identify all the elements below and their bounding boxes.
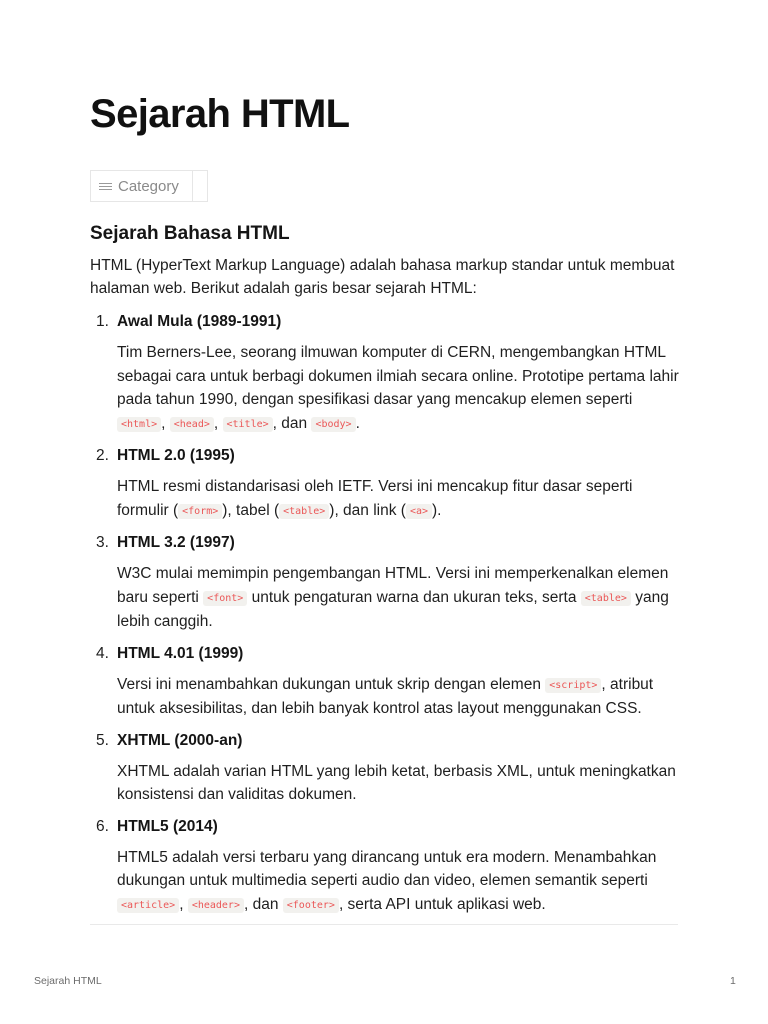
body-text: ). [432,501,442,519]
body-text: , atribut untuk aksesibilitas, dan lebih banyak kontrol atas layout menggunakan CSS. [117,675,654,717]
list-item [90,642,680,721]
inline-code: <body> [311,417,355,432]
item-title: HTML 4.01 (1999) [117,644,244,662]
body-text: Tim Berners-Lee, seorang ilmuwan komputer di CERN, mengembangkan HTML sebagai cara untuk berbagi dokumen ilmiah secara online. Prototipe pertama lahir pada tahun 1990, dengan spesifikasi dasar yang mencakup elemen seperti [117,344,679,408]
inline-code: <head> [170,417,214,432]
body-text: , [161,414,170,432]
item-body [117,760,680,807]
inline-code: <header> [188,898,244,913]
list-item [90,444,680,523]
page-number: 1 [730,975,736,987]
body-text: HTML5 adalah versi terbaru yang dirancang untuk era modern. Menambahkan dukungan untuk multimedia seperti audio dan video, elemen semantik seperti [117,848,657,889]
item-title: HTML5 (2014) [117,817,218,835]
inline-code: <script> [545,678,601,693]
inline-code: <title> [223,417,273,432]
section-heading: Sejarah Bahasa HTML [90,223,290,244]
body-text: untuk pengaturan warna dan ukuran teks, serta [247,588,581,606]
property-name[interactable] [91,171,193,201]
inline-code: <table> [581,591,631,606]
item-body [117,341,680,436]
body-text: , serta API untuk aplikasi web. [338,895,546,913]
property-label: Category [118,177,179,195]
body-text: , [213,414,223,432]
item-body [117,846,680,918]
body-text: XHTML adalah varian HTML yang lebih ketat, berbasis XML, untuk meningkatkan konsistensi dan validitas dokumen. [117,762,676,803]
item-body [117,475,680,523]
item-number: 2. [96,447,109,464]
item-title: HTML 3.2 (1997) [117,534,235,551]
item-title: HTML 2.0 (1995) [117,447,235,464]
intro-paragraph: HTML (HyperText Markup Language) adalah bahasa markup standar untuk membuat halaman web. Berikut adalah garis besar sejarah HTML: [90,257,675,297]
body-text: ), dan link ( [329,501,406,519]
history-list [90,310,680,925]
inline-code: <article> [117,898,179,913]
divider [90,924,678,925]
body-text: , dan [243,895,283,913]
item-number: 3. [96,534,109,551]
item-body [117,673,680,721]
body-text: W3C mulai memimpin pengembangan HTML. Versi ini memperkenalkan elemen baru seperti [117,565,669,606]
item-number: 5. [96,731,109,749]
footer-title: Sejarah HTML [34,975,102,987]
item-number: 1. [96,313,109,330]
item-number: 6. [96,817,109,835]
item-title: Awal Mula (1989-1991) [117,313,282,330]
property-value[interactable] [193,171,207,201]
body-text: ), tabel ( [222,501,280,519]
inline-code: <html> [117,417,161,432]
list-item [90,729,680,807]
list-item [90,815,680,918]
inline-code: <footer> [283,898,339,913]
item-number: 4. [96,644,109,662]
item-title: XHTML (2000-an) [117,731,243,749]
inline-code: <table> [279,504,329,519]
body-text: . [355,414,360,432]
page-title: Sejarah HTML [90,92,350,136]
inline-code: <a> [406,504,432,519]
body-text: , dan [272,414,312,432]
body-text: , [179,895,188,913]
inline-code: <form> [178,504,222,519]
list-item [90,531,680,634]
body-text: HTML resmi distandarisasi oleh IETF. Versi ini mencakup fitur dasar seperti formulir ( [117,478,633,519]
item-body [117,562,680,634]
inline-code: <font> [203,591,247,606]
body-text: yang lebih canggih. [117,588,669,630]
body-text: Versi ini menambahkan dukungan untuk skrip dengan elemen [117,675,546,693]
list-icon [99,181,112,192]
list-item [90,310,680,436]
category-property[interactable] [90,170,208,202]
